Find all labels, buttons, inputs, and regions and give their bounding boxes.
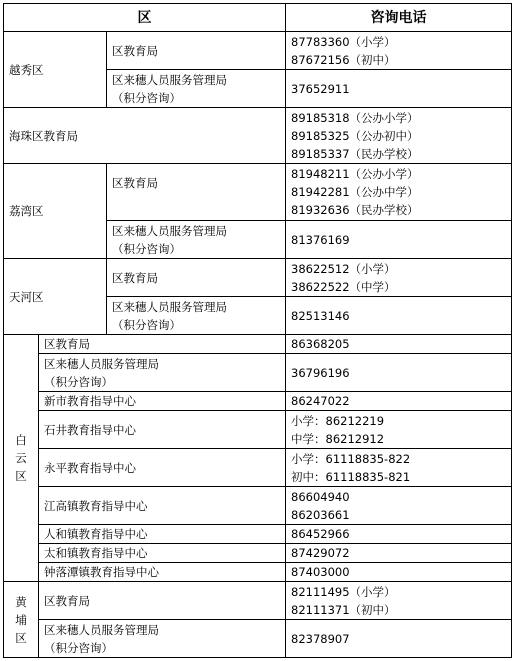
district-haizhu: 海珠区教育局 <box>4 108 286 164</box>
dept-label: 江高镇教育指导中心 <box>39 487 286 525</box>
table-row <box>4 259 512 297</box>
phone-cell: 86604940 86203661 <box>286 487 512 525</box>
table-row <box>4 411 512 449</box>
header-row <box>4 4 512 32</box>
table-row <box>4 335 512 354</box>
table-row <box>4 392 512 411</box>
table-row <box>4 620 512 658</box>
district-huangpu: 黄 埔 区 <box>4 582 39 658</box>
dept-label: 区来穗人员服务管理局 （积分咨询） <box>107 70 286 108</box>
dept-label: 新市教育指导中心 <box>39 392 286 411</box>
phone-cell: 82111495（小学） 82111371（初中） <box>286 582 512 620</box>
contact-table <box>3 3 512 658</box>
dept-label: 区教育局 <box>107 164 286 221</box>
phone-cell: 86368205 <box>286 335 512 354</box>
table-row <box>4 563 512 582</box>
phone-cell: 36796196 <box>286 354 512 392</box>
phone-cell: 87403000 <box>286 563 512 582</box>
table-row <box>4 525 512 544</box>
phone-cell: 38622512（小学） 38622522（中学） <box>286 259 512 297</box>
phone-cell: 87429072 <box>286 544 512 563</box>
table-row <box>4 582 512 620</box>
dept-label: 太和镇教育指导中心 <box>39 544 286 563</box>
table-row <box>4 487 512 525</box>
district-yuexiu: 越秀区 <box>4 32 107 108</box>
dept-label: 区来穗人员服务管理局 （积分咨询） <box>107 297 286 335</box>
phone-cell: 82513146 <box>286 297 512 335</box>
phone-cell: 小学：61118835-822 初中：61118835-821 <box>286 449 512 487</box>
phone-cell: 81376169 <box>286 221 512 259</box>
dept-label: 石井教育指导中心 <box>39 411 286 449</box>
dept-label: 人和镇教育指导中心 <box>39 525 286 544</box>
table-row <box>4 32 512 70</box>
dept-label: 区来穗人员服务管理局 （积分咨询） <box>107 221 286 259</box>
phone-cell: 81948211（公办小学） 81942281（公办中学） 81932636（民办学校） <box>286 164 512 221</box>
table-row <box>4 164 512 221</box>
table-row <box>4 108 512 164</box>
phone-cell: 86452966 <box>286 525 512 544</box>
dept-label: 区来穗人员服务管理局 （积分咨询） <box>39 354 286 392</box>
dept-label: 区教育局 <box>39 335 286 354</box>
district-tianhe: 天河区 <box>4 259 107 335</box>
phone-cell: 82378907 <box>286 620 512 658</box>
dept-label: 钟落潭镇教育指导中心 <box>39 563 286 582</box>
table-row <box>4 544 512 563</box>
phone-cell: 89185318（公办小学） 89185325（公办初中） 89185337（民办学校） <box>286 108 512 164</box>
district-liwan: 荔湾区 <box>4 164 107 259</box>
phone-cell: 86247022 <box>286 392 512 411</box>
phone-cell: 小学：86212219 中学：86212912 <box>286 411 512 449</box>
header-phone: 咨询电话 <box>286 4 512 32</box>
phone-cell: 87783360（小学） 87672156（初中） <box>286 32 512 70</box>
district-baiyun: 白 云 区 <box>4 335 39 582</box>
table-row <box>4 449 512 487</box>
dept-label: 区教育局 <box>39 582 286 620</box>
dept-label: 区教育局 <box>107 259 286 297</box>
phone-cell: 37652911 <box>286 70 512 108</box>
dept-label: 区教育局 <box>107 32 286 70</box>
dept-label: 区来穗人员服务管理局 （积分咨询） <box>39 620 286 658</box>
table-row <box>4 354 512 392</box>
dept-label: 永平教育指导中心 <box>39 449 286 487</box>
header-district: 区 <box>4 4 286 32</box>
